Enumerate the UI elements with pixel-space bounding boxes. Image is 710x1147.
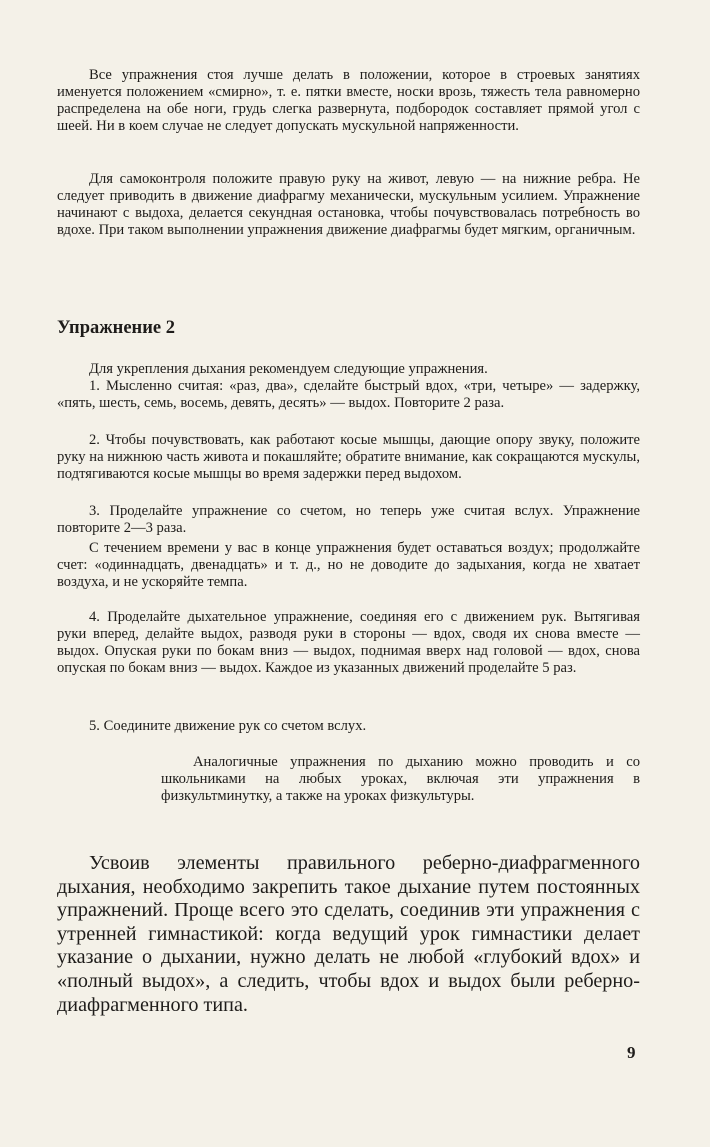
exercise-continuation: С течением времени у вас в конце упражнения будет оставаться воздух; продолжайте счет: «одиннадцать, двенадцать» и т. д., но не доводите до задыхания, когда не хватает воздуха, и не ускоряйте темпа. <box>57 540 640 591</box>
intro-paragraph-selfcontrol: Для самоконтроля положите правую руку на живот, левую — на нижние ребра. Не следует приводить в движение диафрагму механически, мускульным усилием. Упражнение начинают с выдоха, делается секундная остановка, чтобы почувствовалась потребность во вдохе. При таком выполнении упражнения движение диафрагмы будет мягким, органичным. <box>57 171 640 239</box>
exercise-item-1: 1. Мысленно считая: «раз, два», сделайте быстрый вдох, «три, четыре» — задержку, «пять, шесть, семь, восемь, девять, десять» — выдох. Повторите 2 раза. <box>57 378 640 412</box>
teacher-note: Аналогичные упражнения по дыханию можно проводить и со школьниками на любых уроках, включая эти упражнения в физкультминутку, а также на уроках физкультуры. <box>161 754 640 805</box>
intro-paragraph-stance: Все упражнения стоя лучше делать в положении, которое в строевых занятиях именуется положением «смирно», т. е. пятки вместе, носки врозь, тяжесть тела равномерно распределена на обе ноги, грудь слегка развернута, подбородок составляет прямой угол с шеей. Ни в коем случае не следует допускать мускульной напряженности. <box>57 67 640 135</box>
section-heading: Упражнение 2 <box>57 318 175 338</box>
exercise-item-5: 5. Соедините движение рук со счетом вслух. <box>89 718 367 734</box>
exercise-item-3: 3. Проделайте упражнение со счетом, но теперь уже считая вслух. Упражнение повторите 2—3 раза. <box>57 503 640 537</box>
exercise-intro: Для укрепления дыхания рекомендуем следующие упражнения. <box>89 361 488 377</box>
page-number: 9 <box>627 1043 636 1062</box>
exercise-item-2: 2. Чтобы почувствовать, как работают косые мышцы, дающие опору звуку, положите руку на нижнюю часть живота и покашляйте; обратите внимание, как сокращаются мускулы, подтягиваются косые мышцы во время задержки перед выдохом. <box>57 432 640 483</box>
conclusion-paragraph: Усвоив элементы правильного реберно-диафрагменного дыхания, необходимо закрепить такое дыхание путем постоянных упражнений. Проще всего это сделать, соединив эти упражнения с утренней гимнастикой: когда ведущий урок гимнастики делает указание о дыхании, нужно делать не любой «глубокий вдох» и «полный выдох», а следить, чтобы вдох и выдох были реберно-диафрагменного типа. <box>57 852 640 1016</box>
exercise-item-4: 4. Проделайте дыхательное упражнение, соединяя его с движением рук. Вытягивая руки вперед, делайте выдох, разводя руки в стороны — вдох, сводя их снова вместе — выдох. Опуская руки по бокам вниз — выдох, поднимая вверх над головой — вдох, снова опуская по бокам вниз — выдох. Каждое из указанных движений проделайте 5 раз. <box>57 609 640 677</box>
